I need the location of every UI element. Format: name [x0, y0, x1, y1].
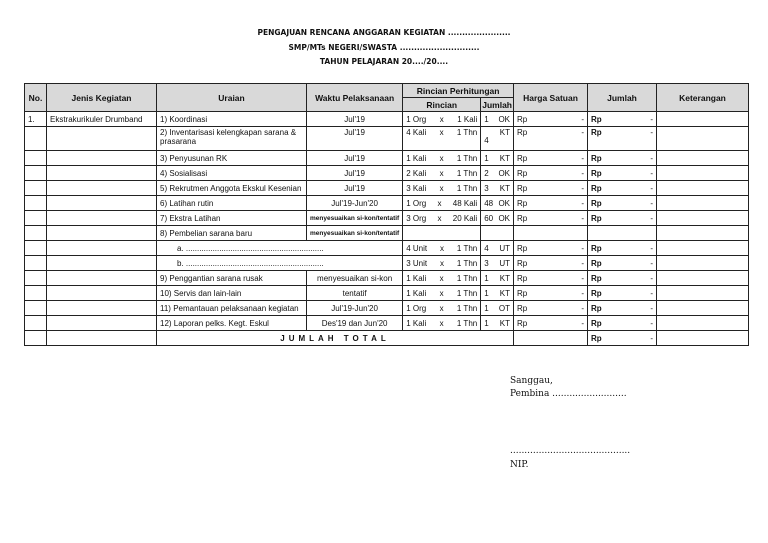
row-uraian: b. ..............................................................: [157, 256, 403, 271]
row-no: [25, 256, 47, 271]
currency-label: Rp: [517, 168, 528, 178]
row-waktu: menyesuaikan si-kon/tentatif: [307, 226, 403, 241]
table-row: [25, 181, 749, 196]
row-harga: Rp -: [514, 256, 588, 271]
header-jumlah: Jumlah: [588, 84, 657, 112]
row-keterangan: [657, 127, 749, 151]
row-keterangan: [657, 301, 749, 316]
row-uraian: 1) Koordinasi: [157, 112, 307, 127]
row-harga: Rp -: [514, 271, 588, 286]
header-waktu: Waktu Pelaksanaan: [307, 84, 403, 112]
header-jenis: Jenis Kegiatan: [47, 84, 157, 112]
currency-label: Rp: [517, 114, 528, 124]
row-uraian: 2) Inventarisasi kelengkapan sarana & prasarana: [157, 127, 307, 151]
currency-label: Rp: [591, 288, 602, 298]
row-jumlah: [588, 226, 657, 241]
row-jumlah-sub: 3 UT: [481, 256, 514, 271]
currency-label: Rp: [517, 318, 528, 328]
currency-label: Rp: [591, 183, 602, 193]
row-no: [25, 166, 47, 181]
row-no: [25, 271, 47, 286]
currency-label: Rp: [517, 243, 528, 253]
currency-label: Rp: [591, 168, 602, 178]
row-jenis: [47, 316, 157, 331]
header-harga: Harga Satuan: [514, 84, 588, 112]
row-waktu: Jul'19-Jun'20: [307, 301, 403, 316]
row-jenis: [47, 127, 157, 151]
row-harga: Rp -: [514, 151, 588, 166]
row-jumlah: Rp -: [588, 241, 657, 256]
row-jenis: [47, 166, 157, 181]
row-keterangan: [657, 181, 749, 196]
row-harga: Rp -: [514, 181, 588, 196]
currency-label: Rp: [517, 213, 528, 223]
row-jumlah-sub: 1 KT: [481, 286, 514, 301]
row-keterangan: [657, 316, 749, 331]
row-jenis: [47, 256, 157, 271]
table-row: [25, 286, 749, 301]
signature-role: Pembina ..........................: [510, 389, 627, 399]
row-uraian: 12) Laporan pelks. Kegt. Eskul: [157, 316, 307, 331]
signature-nip: NIP.: [510, 460, 529, 470]
row-uraian: 7) Ekstra Latihan: [157, 211, 307, 226]
row-harga: Rp -: [514, 112, 588, 127]
row-harga: Rp -: [514, 127, 588, 151]
table-row: [25, 112, 749, 127]
row-harga: Rp -: [514, 241, 588, 256]
row-jenis: [47, 286, 157, 301]
row-no: [25, 181, 47, 196]
table-row: [25, 196, 749, 211]
row-uraian: a. ..............................................................: [157, 241, 403, 256]
row-no: [25, 211, 47, 226]
row-jenis: [47, 241, 157, 256]
currency-label: Rp: [517, 258, 528, 268]
total-label: JUMLAH TOTAL: [157, 331, 514, 346]
row-keterangan: [657, 226, 749, 241]
currency-label: Rp: [591, 303, 602, 313]
row-waktu: menyesuaikan si-kon: [307, 271, 403, 286]
table-row: [25, 241, 749, 256]
row-jumlah: Rp -: [588, 211, 657, 226]
row-no: [25, 196, 47, 211]
row-jenis: [47, 151, 157, 166]
currency-label: Rp: [591, 318, 602, 328]
currency-label: Rp: [591, 273, 602, 283]
row-jumlah-sub: 4 KT: [481, 127, 514, 151]
row-rincian: 3 Org x 20 Kali: [403, 211, 481, 226]
row-jenis: Ekstrakurikuler Drumband: [47, 112, 157, 127]
header-rincian-perhitungan: Rincian Perhitungan: [403, 84, 514, 98]
row-jumlah: Rp -: [588, 196, 657, 211]
row-jenis: [47, 196, 157, 211]
row-jumlah-sub: 1 KT: [481, 316, 514, 331]
row-jumlah-sub: [481, 226, 514, 241]
row-keterangan: [657, 166, 749, 181]
row-no: [25, 151, 47, 166]
row-rincian: 2 Kali x 1 Thn: [403, 166, 481, 181]
row-jenis: [47, 181, 157, 196]
table-row: [25, 256, 749, 271]
currency-label: Rp: [591, 213, 602, 223]
row-jumlah-sub: 4 UT: [481, 241, 514, 256]
currency-label: Rp: [517, 288, 528, 298]
header-keterangan: Keterangan: [657, 84, 749, 112]
row-harga: Rp -: [514, 301, 588, 316]
row-waktu: Jul'19-Jun'20: [307, 196, 403, 211]
currency-label: Rp: [517, 303, 528, 313]
row-no: [25, 226, 47, 241]
row-harga: Rp -: [514, 316, 588, 331]
row-no: [25, 301, 47, 316]
title-line-2: SMP/MTs NEGERI/SWASTA ............................: [288, 42, 480, 52]
header-jumlah-sub: Jumlah: [482, 99, 512, 110]
row-no: [25, 127, 47, 151]
title-line-1: PENGAJUAN RENCANA ANGGARAN KEGIATAN ......................: [257, 28, 511, 37]
row-jumlah: Rp -: [588, 301, 657, 316]
table-row: [25, 226, 749, 241]
row-rincian: 1 Org x 48 Kali: [403, 196, 481, 211]
header-rincian: Rincian: [403, 98, 481, 112]
row-waktu: menyesuaikan si-kon/tentatif: [307, 211, 403, 226]
row-harga: [514, 226, 588, 241]
row-no: [25, 316, 47, 331]
currency-label: Rp: [591, 258, 602, 268]
currency-label: Rp: [591, 198, 602, 208]
row-keterangan: [657, 271, 749, 286]
total-row: [25, 331, 749, 346]
row-harga: Rp -: [514, 196, 588, 211]
row-rincian: 1 Org x 1 Thn: [403, 301, 481, 316]
row-jumlah-sub: 1 KT: [481, 271, 514, 286]
table-row: [25, 316, 749, 331]
row-jumlah: Rp -: [588, 166, 657, 181]
row-uraian: 10) Servis dan lain-lain: [157, 286, 307, 301]
row-rincian: 1 Org x 1 Kali: [403, 112, 481, 127]
row-jumlah: Rp -: [588, 151, 657, 166]
row-jumlah-sub: 60 OK: [481, 211, 514, 226]
row-uraian: 4) Sosialisasi: [157, 166, 307, 181]
row-uraian: 5) Rekrutmen Anggota Ekskul Kesenian: [157, 181, 307, 196]
row-waktu: Jul'19: [307, 112, 403, 127]
row-jumlah-sub: 2 OK: [481, 166, 514, 181]
row-no: 1.: [25, 112, 47, 127]
document-title: [0, 26, 768, 70]
budget-table: [24, 83, 749, 346]
row-keterangan: [657, 286, 749, 301]
row-jumlah: Rp -: [588, 286, 657, 301]
row-rincian: 1 Kali x 1 Thn: [403, 151, 481, 166]
table-row: [25, 211, 749, 226]
row-harga: Rp -: [514, 211, 588, 226]
currency-label: Rp: [517, 183, 528, 193]
row-jumlah-sub: 1 KT: [481, 151, 514, 166]
header-uraian: Uraian: [157, 84, 307, 112]
title-line-3: TAHUN PELAJARAN 20..../20....: [319, 57, 449, 66]
table-row: [25, 271, 749, 286]
row-uraian: 9) Penggantian sarana rusak: [157, 271, 307, 286]
row-no: [25, 286, 47, 301]
row-harga: Rp -: [514, 286, 588, 301]
row-waktu: Des'19 dan Jun'20: [307, 316, 403, 331]
row-rincian: 4 Kali x 1 Thn: [403, 127, 481, 151]
row-jenis: [47, 271, 157, 286]
row-keterangan: [657, 196, 749, 211]
currency-label: Rp: [591, 153, 602, 163]
row-jumlah: Rp -: [588, 181, 657, 196]
currency-label: Rp: [517, 153, 528, 163]
row-keterangan: [657, 112, 749, 127]
row-rincian: [403, 226, 481, 241]
row-jumlah: Rp -: [588, 316, 657, 331]
row-uraian: 8) Pembelian sarana baru: [157, 226, 307, 241]
row-keterangan: [657, 211, 749, 226]
row-jumlah: Rp -: [588, 127, 657, 151]
header-no: No.: [25, 84, 47, 112]
row-jenis: [47, 226, 157, 241]
row-waktu: tentatif: [307, 286, 403, 301]
currency-label: Rp: [517, 198, 528, 208]
table-row: [25, 151, 749, 166]
row-rincian: 1 Kali x 1 Thn: [403, 316, 481, 331]
row-jenis: [47, 301, 157, 316]
row-waktu: Jul'19: [307, 151, 403, 166]
row-keterangan: [657, 151, 749, 166]
row-waktu: Jul'19: [307, 127, 403, 151]
row-no: [25, 241, 47, 256]
row-jumlah-sub: 3 KT: [481, 181, 514, 196]
row-uraian: 6) Latihan rutin: [157, 196, 307, 211]
total-amount: Rp -: [588, 331, 657, 346]
row-jumlah: Rp -: [588, 271, 657, 286]
row-rincian: 1 Kali x 1 Thn: [403, 286, 481, 301]
row-rincian: 3 Unit x 1 Thn: [403, 256, 481, 271]
table-row: [25, 166, 749, 181]
table-row: [25, 301, 749, 316]
currency-label: Rp: [591, 243, 602, 253]
row-waktu: Jul'19: [307, 181, 403, 196]
row-jumlah-sub: 48 OK: [481, 196, 514, 211]
currency-label: Rp: [591, 128, 602, 137]
row-jenis: [47, 211, 157, 226]
row-jumlah: Rp -: [588, 112, 657, 127]
row-waktu: Jul'19: [307, 166, 403, 181]
currency-label: Rp: [517, 273, 528, 283]
row-jumlah: Rp -: [588, 256, 657, 271]
currency-label: Rp: [517, 128, 528, 137]
row-keterangan: [657, 241, 749, 256]
row-rincian: 3 Kali x 1 Thn: [403, 181, 481, 196]
row-uraian: 11) Pemantauan pelaksanaan kegiatan: [157, 301, 307, 316]
signature-line: ..........................................: [510, 446, 631, 456]
row-harga: Rp -: [514, 166, 588, 181]
row-rincian: 4 Unit x 1 Thn: [403, 241, 481, 256]
row-jumlah-sub: 1 OK: [481, 112, 514, 127]
row-uraian: 3) Penyusunan RK: [157, 151, 307, 166]
row-jumlah-sub: 1 OT: [481, 301, 514, 316]
signature-place: Sanggau,: [510, 376, 553, 386]
table-row: [25, 127, 749, 151]
currency-label: Rp: [591, 114, 602, 124]
row-rincian: 1 Kali x 1 Thn: [403, 271, 481, 286]
row-keterangan: [657, 256, 749, 271]
